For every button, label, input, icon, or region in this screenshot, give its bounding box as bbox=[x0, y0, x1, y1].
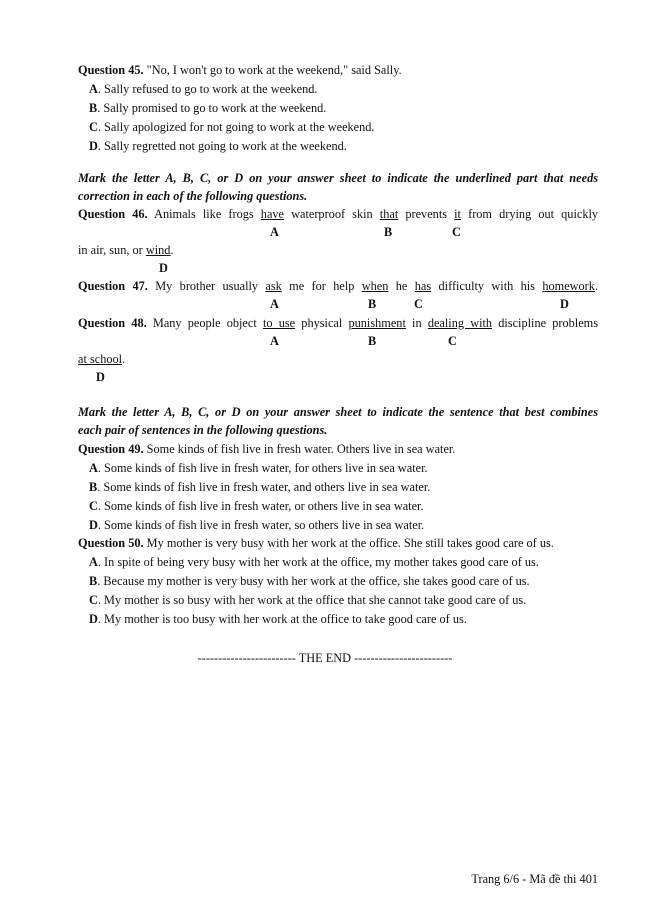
question-label: Question 45. bbox=[78, 63, 144, 77]
question-46: Question 46. Animals like frogs have waterproof skin that prevents it from drying out quickly bbox=[78, 207, 599, 221]
question-48: Question 48. Many people object to use physical punishment in dealing with discipline problems bbox=[78, 316, 599, 330]
question-text: My mother is very busy with her work at the office. She still takes good care of us. bbox=[143, 536, 554, 550]
question-45 bbox=[78, 62, 402, 78]
underlined-part-c: dealing with bbox=[427, 316, 493, 330]
question-46-continued: in air, sun, or wind. bbox=[78, 243, 174, 257]
underlined-part-b: that bbox=[379, 207, 399, 221]
mark-a: A bbox=[270, 297, 279, 311]
underlined-part-c: it bbox=[454, 207, 461, 221]
mark-c: C bbox=[452, 225, 461, 239]
question-text: Some kinds of fish live in fresh water. Others live in sea water. bbox=[143, 442, 456, 456]
section-instruction-line-2: each pair of sentences in the following questions. bbox=[78, 423, 328, 437]
option-a: A. Some kinds of fish live in fresh water, for others live in sea water. bbox=[89, 461, 428, 475]
question-50 bbox=[78, 535, 554, 551]
section-instruction-line-2: correction in each of the following questions. bbox=[78, 189, 308, 203]
option-b: B. Because my mother is very busy with her work at the office, she takes good care of us. bbox=[89, 574, 530, 588]
mark-a: A bbox=[270, 225, 279, 239]
question-label: Question 50. bbox=[78, 536, 144, 550]
option-c: C. My mother is so busy with her work at the office that she cannot take good care of us. bbox=[89, 593, 527, 607]
mark-b: B bbox=[368, 297, 377, 311]
option-c: C. Sally apologized for not going to work at the weekend. bbox=[89, 120, 375, 134]
mark-a: A bbox=[270, 334, 279, 348]
underlined-part-b: punishment bbox=[348, 316, 406, 330]
the-end-line: ------------------------ THE END ------------------------ bbox=[197, 651, 453, 665]
mark-b: B bbox=[368, 334, 377, 348]
mark-b: B bbox=[384, 225, 393, 239]
underlined-part-d: at school bbox=[78, 352, 123, 366]
option-b: B. Some kinds of fish live in fresh water, and others live in sea water. bbox=[89, 480, 431, 494]
underlined-part-b: when bbox=[361, 279, 389, 293]
question-label: Question 46. bbox=[78, 207, 148, 221]
page-footer: Trang 6/6 - Mã đề thi 401 bbox=[471, 872, 598, 886]
option-a: A. In spite of being very busy with her work at the office, my mother takes good care of us. bbox=[89, 555, 539, 569]
option-d: D. Sally regretted not going to work at the weekend. bbox=[89, 139, 347, 153]
question-label: Question 47. bbox=[78, 279, 148, 293]
underlined-part-a: have bbox=[260, 207, 285, 221]
mark-d: D bbox=[560, 297, 569, 311]
mark-d: D bbox=[159, 261, 168, 275]
option-b: B. Sally promised to go to work at the weekend. bbox=[89, 101, 327, 115]
mark-c: C bbox=[448, 334, 457, 348]
option-a: A. Sally refused to go to work at the weekend. bbox=[89, 82, 318, 96]
question-label: Question 48. bbox=[78, 316, 147, 330]
section-instruction-line-1: Mark the letter A, B, C, or D on your answer sheet to indicate the sentence that best combines bbox=[78, 405, 598, 419]
underlined-part-a: ask bbox=[265, 279, 282, 293]
mark-d: D bbox=[96, 370, 105, 384]
question-47: Question 47. My brother usually ask me for help when he has difficulty with his homework. bbox=[78, 279, 598, 293]
mark-c: C bbox=[414, 297, 423, 311]
underlined-part-d: wind bbox=[145, 243, 171, 257]
question-49 bbox=[78, 441, 455, 457]
underlined-part-a: to use bbox=[262, 316, 296, 330]
option-d: D. My mother is too busy with her work at the office to take good care of us. bbox=[89, 612, 467, 626]
underlined-part-c: has bbox=[414, 279, 432, 293]
question-label: Question 49. bbox=[78, 442, 144, 456]
section-instruction-line-1: Mark the letter A, B, C, or D on your answer sheet to indicate the underlined part that needs bbox=[78, 171, 598, 185]
option-c: C. Some kinds of fish live in fresh water, or others live in sea water. bbox=[89, 499, 424, 513]
question-text: "No, I won't go to work at the weekend," said Sally. bbox=[146, 63, 402, 77]
option-d: D. Some kinds of fish live in fresh water, so others live in sea water. bbox=[89, 518, 425, 532]
underlined-part-d: homework bbox=[542, 279, 595, 293]
question-48-continued: at school. bbox=[78, 352, 126, 366]
